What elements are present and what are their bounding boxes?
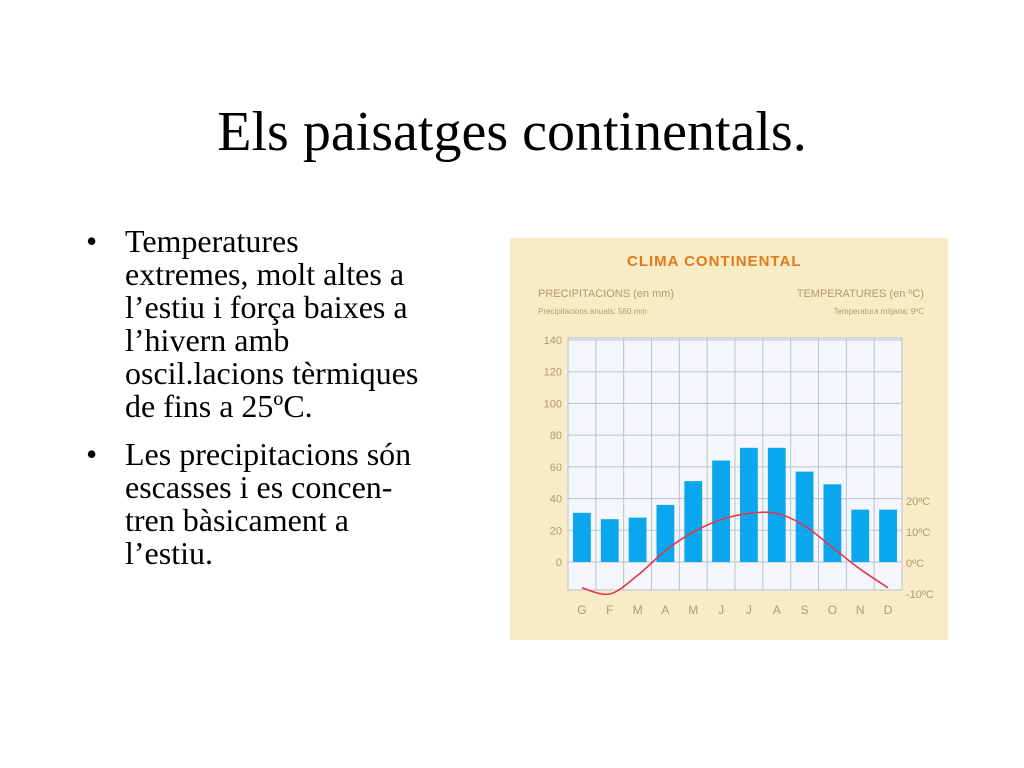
month-label: J — [718, 603, 725, 617]
month-label: A — [661, 603, 670, 617]
precipitation-bar — [601, 519, 619, 562]
bullet-item — [82, 225, 502, 423]
precip-tick-label: 60 — [549, 461, 562, 474]
precip-tick-label: 140 — [543, 335, 562, 347]
chart-title: CLIMA CONTINENTAL — [627, 253, 802, 270]
month-label: O — [827, 603, 838, 617]
precipitation-bar — [657, 505, 675, 562]
month-label: M — [632, 603, 643, 617]
precipitation-bar — [629, 518, 647, 562]
climograph-chart — [510, 238, 948, 640]
precip-tick-label: 0 — [555, 557, 562, 569]
precipitation-bar — [573, 513, 591, 562]
month-label: G — [577, 603, 587, 617]
precip-tick-label: 20 — [549, 525, 562, 538]
temp-tick-label: 10ºC — [906, 527, 931, 539]
bullet-item — [82, 438, 502, 570]
left-axis-sublabel: Precipitacions anuals: 560 mm — [538, 307, 647, 316]
left-axis-label: PRECIPITACIONS (en mm) — [538, 288, 675, 300]
precipitation-bar — [684, 481, 702, 562]
temp-tick-label: 0ºC — [906, 558, 925, 570]
month-label: J — [745, 603, 752, 617]
precip-tick-label: 120 — [543, 366, 562, 379]
precipitation-bar — [796, 472, 814, 562]
precipitation-bar — [768, 448, 786, 562]
temp-tick-label: 20ºC — [906, 496, 931, 508]
bullet-line: extremes, molt altes a — [125, 256, 405, 292]
bullet-line: escasses i es concen- — [125, 469, 393, 505]
bullet-line: Temperatures — [125, 223, 299, 259]
bullet-marker: • — [86, 436, 98, 472]
temp-tick-label: -10ºC — [906, 589, 934, 601]
right-axis-sublabel: Temperatura mitjana: 9ºC — [833, 307, 924, 316]
climograph — [510, 238, 948, 640]
right-axis-label: TEMPERATURES (en ºC) — [796, 288, 924, 300]
month-label: M — [688, 603, 699, 617]
precipitation-bar — [851, 510, 869, 562]
bullet-line: Les precipitacions són — [125, 436, 412, 472]
precipitation-bar — [879, 510, 897, 562]
precip-tick-label: 100 — [543, 398, 562, 411]
precip-tick-label: 80 — [549, 430, 562, 443]
precip-tick-label: 40 — [549, 493, 562, 506]
bullet-line: de fins a 25ºC. — [125, 388, 313, 424]
month-label: N — [855, 603, 865, 617]
bullet-line: oscil.lacions tèrmiques — [125, 355, 419, 391]
precipitation-bar — [740, 448, 758, 562]
slide-title: Els paisatges continentals. — [217, 101, 807, 163]
month-label: D — [883, 603, 893, 617]
precipitation-bar — [824, 484, 842, 562]
bullet-line: tren bàsicament a — [125, 502, 349, 538]
precipitation-bar — [712, 461, 730, 562]
bullet-line: l’hivern amb — [125, 322, 290, 358]
month-label: S — [800, 603, 809, 617]
month-label: A — [772, 603, 781, 617]
bullet-marker: • — [86, 223, 98, 259]
bullet-list — [82, 225, 502, 585]
bullet-line: l’estiu i força baixes a — [125, 289, 408, 325]
month-label: F — [606, 603, 614, 617]
bullet-line: l’estiu. — [125, 535, 213, 571]
